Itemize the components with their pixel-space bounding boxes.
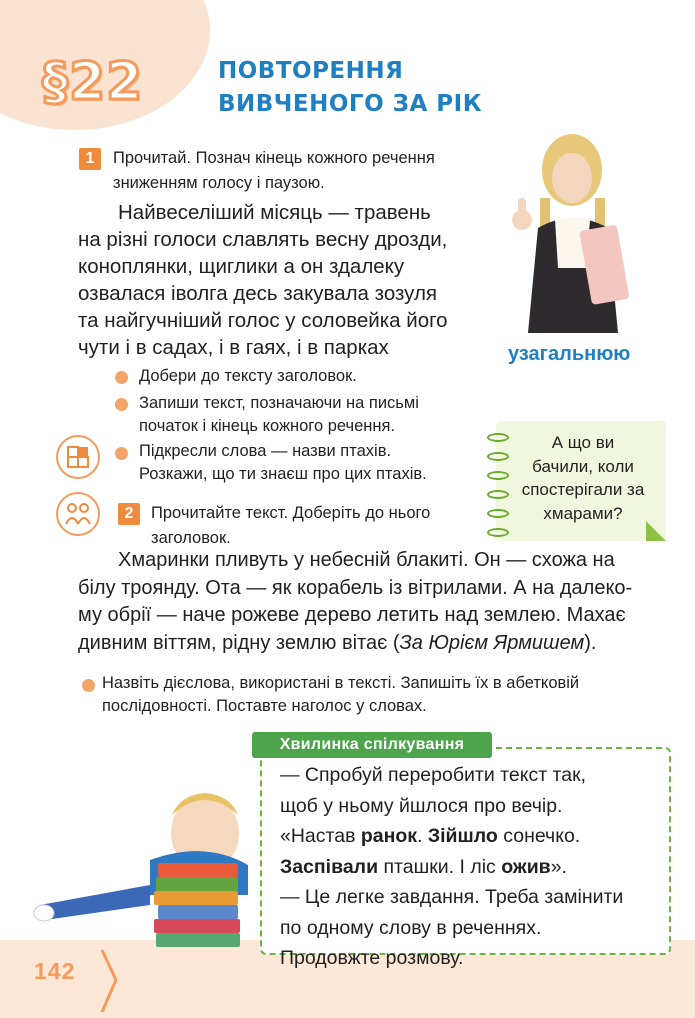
dialogue-line: Продовжте розмову. [280, 947, 464, 969]
task1-instruction [113, 146, 483, 196]
task2-instruction-line: заголовок. [151, 529, 231, 547]
dialogue-fragment: пташки. І ліс [378, 855, 502, 878]
bullet-text [139, 440, 427, 486]
paragraph-line: коноплянки, щиглики а он здалеку [78, 255, 405, 278]
note-line: спостерігали за [521, 480, 645, 499]
paragraph-line: му обрії — наче рожеве дерево летить над землею. Махає [78, 604, 626, 626]
page-number: 142 [34, 958, 76, 984]
dialogue-line [280, 821, 643, 852]
note-line: хмарами? [543, 503, 623, 523]
task2-paragraph [78, 547, 648, 657]
dialogue-fragment: «Настав [280, 825, 361, 847]
note-spiral [487, 490, 509, 499]
bullet-line: Назвіть дієслова, використані в тексті. Запишіть їх в абетковій [102, 674, 580, 692]
paragraph-line: озвалася іволга десь закувала зозуля [78, 282, 438, 305]
bold-word: Заспівали [280, 855, 379, 878]
dialogue-fragment: ». [550, 855, 567, 878]
note-text [508, 431, 658, 525]
note-spiral [487, 433, 509, 442]
bullet-text [139, 392, 419, 438]
paragraph-line: Найвеселіший місяць — травень [118, 201, 431, 224]
dialogue-line: по одному слову в реченнях. [280, 916, 542, 939]
note-line: бачили, коли [532, 456, 634, 476]
task2-bullet-text [102, 672, 662, 718]
dialogue-line: — Спробуй переробити текст так, [280, 764, 587, 786]
paragraph-line: чути і в садах, і в гаях, і в парках [78, 336, 389, 359]
dialogue-text [280, 760, 643, 974]
bullet-line: початок і кінець кожного речення. [139, 417, 396, 435]
title-line-1: ПОВТОРЕННЯ [218, 58, 404, 84]
paragraph-line-text: дивним віттям, рідну землю вітає ( [78, 631, 400, 654]
paragraph-line: на різні голоси славлять весну дрозди, [78, 228, 448, 251]
task-number-1: 1 [79, 148, 101, 170]
dialogue-fragment: . [417, 825, 428, 847]
bullet-line: Підкресли слова — назви птахів. [139, 442, 392, 460]
paragraph-line [78, 630, 648, 658]
bullet-marker [115, 398, 128, 411]
bold-word: Зійшло [427, 825, 498, 847]
pair-work-icon-graphic [58, 494, 98, 534]
girl-photo [500, 128, 650, 333]
bullet-marker [115, 371, 128, 384]
task-number-2: 2 [118, 503, 140, 525]
dialogue-fragment: сонечко. [497, 825, 581, 847]
paragraph-line-end: ). [584, 631, 597, 654]
dialogue-line [280, 852, 643, 883]
bullet-marker [115, 447, 128, 460]
bold-word: ранок [360, 825, 418, 847]
pair-work-icon [56, 492, 100, 536]
task1-instruction-line: Прочитай. Познач кінець кожного речення [113, 149, 435, 167]
bullet-text: Добери до тексту заголовок. [139, 367, 357, 385]
task1-paragraph [78, 199, 474, 361]
bullet-line: Розкажи, що ти знаєш про цих птахів. [139, 465, 427, 483]
dialogue-line: щоб у ньому йшлося про вечір. [280, 794, 563, 817]
section-number: §22 [42, 52, 144, 112]
page-title [218, 55, 638, 121]
dialogue-tab: Хвилинка спілкування [252, 732, 492, 758]
author-name: За Юрієм Ярмишем [399, 631, 585, 654]
bullet-marker [82, 679, 95, 692]
paragraph-line: Хмаринки пливуть у небесній блакиті. Он — схожа на [118, 549, 615, 571]
note-spiral [487, 452, 509, 461]
note-line: А що ви [551, 433, 615, 452]
note-spiral [487, 471, 509, 480]
puzzle-icon [56, 435, 100, 479]
page-number-chevron [98, 950, 118, 1012]
paragraph-line: білу троянду. Ота — як корабель із вітрилами. А на далеко- [78, 576, 633, 599]
paragraph-line: та найгучніший голос у соловейка його [78, 309, 448, 332]
dialogue-line: — Це легке завдання. Треба замінити [280, 886, 624, 908]
bold-word: ожив [501, 855, 551, 878]
task2-instruction-line: Прочитайте текст. Доберіть до нього [151, 504, 431, 522]
puzzle-icon-graphic [58, 437, 98, 477]
title-line-2: ВИВЧЕНОГО ЗА РІК [218, 91, 482, 117]
task2-instruction [151, 501, 491, 551]
task1-instruction-line: зниженням голосу і паузою. [113, 174, 325, 192]
bullet-line: послідовності. Поставте наголос у словах. [102, 697, 427, 715]
photo-caption: узагальнюю [508, 343, 631, 365]
bullet-line: Запиши текст, позначаючи на письмі [139, 394, 419, 412]
boy-with-books-photo [30, 765, 250, 955]
